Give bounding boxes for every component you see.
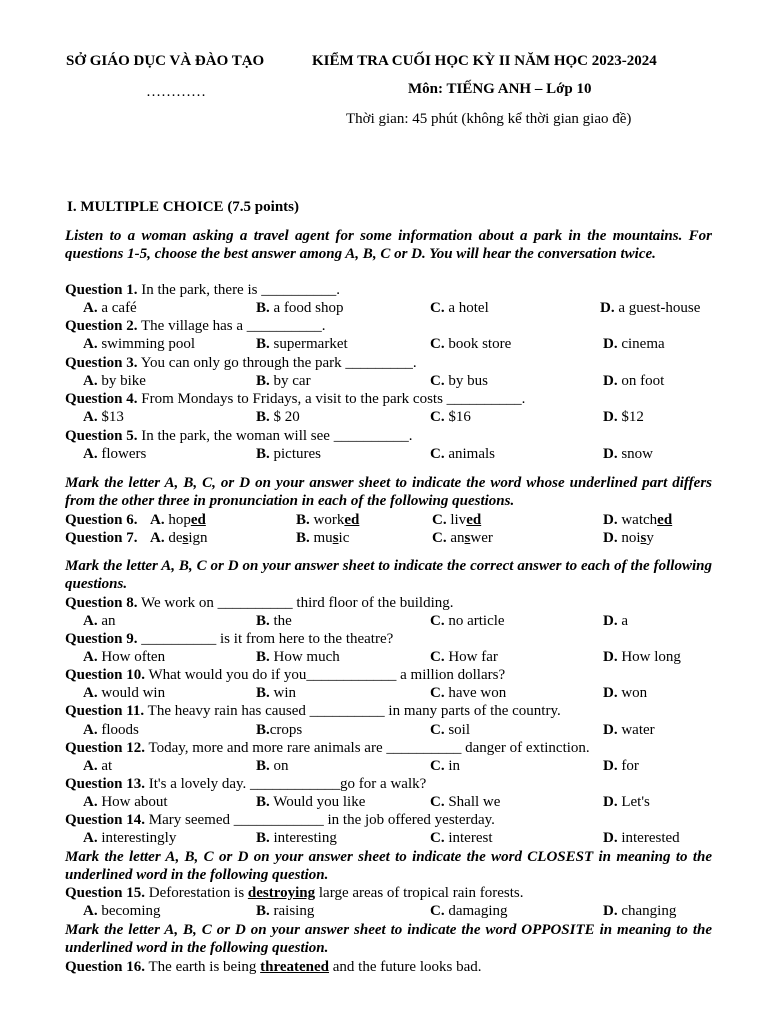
question-text: In the park, there is __________. xyxy=(137,282,340,298)
question-11 xyxy=(65,702,561,720)
option-a[interactable]: A. flowers xyxy=(83,446,147,462)
options-q15 xyxy=(0,902,768,920)
option-b[interactable]: B. worked xyxy=(296,512,360,528)
option-b[interactable]: B. a food shop xyxy=(256,300,344,316)
option-d[interactable]: D. water xyxy=(603,722,655,738)
option-d[interactable]: D. for xyxy=(603,758,639,774)
option-d[interactable]: D. a xyxy=(603,613,629,629)
option-c[interactable]: C. interest xyxy=(430,830,493,846)
opposite-instruction: Mark the letter A, B, C or D on your answer sheet to indicate the word OPPOSITE in meaning to the underlined word in the following question. xyxy=(65,922,712,956)
department-name: SỞ GIÁO DỤC VÀ ĐÀO TẠO xyxy=(66,53,265,69)
options-q4 xyxy=(0,408,768,426)
question-text: __________ is it from here to the theatre? xyxy=(137,631,394,647)
question-text: You can only go through the park _________. xyxy=(137,355,417,371)
option-a[interactable]: A. $13 xyxy=(83,409,124,425)
question-6 xyxy=(0,511,768,529)
options-q1 xyxy=(0,299,768,317)
option-d[interactable]: D. a guest-house xyxy=(600,300,701,316)
options-q11 xyxy=(0,721,768,739)
option-d[interactable]: D. won xyxy=(603,685,648,701)
option-b[interactable]: B. How much xyxy=(256,649,340,665)
question-label: Question 8. xyxy=(65,595,138,611)
closest-instruction: Mark the letter A, B, C or D on your answer sheet to indicate the word CLOSEST in meaning to the underlined word in the following question. xyxy=(65,849,712,883)
option-c[interactable]: C. by bus xyxy=(430,373,488,389)
question-text: Mary seemed ____________ in the job offered yesterday. xyxy=(145,812,495,828)
question-text: From Mondays to Fridays, a visit to the park costs __________. xyxy=(137,391,526,407)
option-a[interactable]: A. floods xyxy=(83,722,139,738)
underlined-word: destroying xyxy=(247,885,316,901)
question-13 xyxy=(65,775,426,793)
option-d[interactable]: D. interested xyxy=(603,830,680,846)
option-b[interactable]: B. $ 20 xyxy=(256,409,300,425)
option-d[interactable]: D. cinema xyxy=(603,336,665,352)
option-a[interactable]: A. hoped xyxy=(150,512,206,528)
question-label: Question 14. xyxy=(65,812,146,828)
option-c[interactable]: C. have won xyxy=(430,685,507,701)
option-d[interactable]: D. noisy xyxy=(603,530,654,546)
options-q9 xyxy=(0,648,768,666)
option-a[interactable]: A. design xyxy=(150,530,208,546)
question-1 xyxy=(65,281,340,299)
option-b[interactable]: B. win xyxy=(256,685,297,701)
option-a[interactable]: A. How often xyxy=(83,649,166,665)
question-14 xyxy=(65,811,495,829)
question-label: Question 1. xyxy=(65,282,138,298)
option-b[interactable]: B.crops xyxy=(256,722,303,738)
question-text: It's a lovely day. ____________go for a walk? xyxy=(145,776,427,792)
option-b[interactable]: B. music xyxy=(296,530,350,546)
question-text: In the park, the woman will see __________. xyxy=(137,428,413,444)
option-b[interactable]: B. raising xyxy=(256,903,315,919)
option-c[interactable]: C. Shall we xyxy=(430,794,501,810)
question-label: Question 5. xyxy=(65,428,138,444)
option-c[interactable]: C. book store xyxy=(430,336,512,352)
question-label: Question 16. xyxy=(65,959,146,975)
question-label: Question 6. xyxy=(65,512,138,528)
option-d[interactable]: D. watched xyxy=(603,512,673,528)
option-b[interactable]: B. the xyxy=(256,613,292,629)
section-title: I. MULTIPLE CHOICE (7.5 points) xyxy=(67,199,299,215)
question-label: Question 4. xyxy=(65,391,138,407)
option-c[interactable]: C. animals xyxy=(430,446,495,462)
question-12 xyxy=(65,739,590,757)
option-d[interactable]: D. snow xyxy=(603,446,654,462)
option-a[interactable]: A. would win xyxy=(83,685,166,701)
pronunciation-instruction: Mark the letter A, B, C, or D on your answer sheet to indicate the word whose underlined part differs from the other three in pronunciation in each of the following questions. xyxy=(65,475,712,509)
question-text: The village has a __________. xyxy=(137,318,326,334)
question-3 xyxy=(65,354,417,372)
question-label: Question 7. xyxy=(65,530,138,546)
option-a[interactable]: A. interestingly xyxy=(83,830,177,846)
options-q10 xyxy=(0,684,768,702)
options-q12 xyxy=(0,757,768,775)
option-c[interactable]: C. no article xyxy=(430,613,505,629)
question-label: Question 9. xyxy=(65,631,138,647)
option-c[interactable]: C. answer xyxy=(432,530,493,546)
question-9 xyxy=(65,630,393,648)
options-q13 xyxy=(0,793,768,811)
option-c[interactable]: C. $16 xyxy=(430,409,471,425)
option-c[interactable]: C. How far xyxy=(430,649,498,665)
option-a[interactable]: A. a café xyxy=(83,300,137,316)
option-c[interactable]: C. lived xyxy=(432,512,482,528)
question-7 xyxy=(0,529,768,547)
question-8 xyxy=(65,594,454,612)
question-16: Question 16. The earth is being threatened and the future looks bad. xyxy=(65,959,482,975)
question-label: Question 13. xyxy=(65,776,146,792)
option-d[interactable]: D. How long xyxy=(603,649,681,665)
option-d[interactable]: D. changing xyxy=(603,903,677,919)
option-d[interactable]: D. $12 xyxy=(603,409,644,425)
options-q8 xyxy=(0,612,768,630)
header-dots: ………… xyxy=(146,84,206,100)
question-10 xyxy=(65,666,505,684)
question-label: Question 10. xyxy=(65,667,146,683)
question-text: Today, more and more rare animals are __________ danger of extinction. xyxy=(145,740,590,756)
option-b[interactable]: B. pictures xyxy=(256,446,321,462)
option-d[interactable]: D. on foot xyxy=(603,373,665,389)
options-q14 xyxy=(0,829,768,847)
question-4 xyxy=(65,390,525,408)
option-a[interactable]: A. How about xyxy=(83,794,168,810)
option-c[interactable]: C. in xyxy=(430,758,461,774)
question-5 xyxy=(65,427,412,445)
underlined-word: threatened xyxy=(260,959,330,975)
question-label: Question 3. xyxy=(65,355,138,371)
option-d[interactable]: D. Let's xyxy=(603,794,650,810)
option-c[interactable]: C. damaging xyxy=(430,903,508,919)
question-text: The heavy rain has caused __________ in many parts of the country. xyxy=(144,703,561,719)
option-a[interactable]: A. by bike xyxy=(83,373,146,389)
question-label: Question 15. xyxy=(65,885,146,901)
option-b[interactable]: B. supermarket xyxy=(256,336,348,352)
option-a[interactable]: A. at xyxy=(83,758,113,774)
time-line: Thời gian: 45 phút (không kể thời gian giao đề) xyxy=(346,111,632,127)
subject-line: Môn: TIẾNG ANH – Lớp 10 xyxy=(408,81,592,97)
option-c[interactable]: C. soil xyxy=(430,722,471,738)
exam-title: KIỂM TRA CUỐI HỌC KỲ II NĂM HỌC 2023-2024 xyxy=(312,53,657,69)
listening-instruction: Listen to a woman asking a travel agent for some information about a park in the mountains. For questions 1-5, choose the best answer among A, B, C or D. You will hear the conversation twice. xyxy=(65,228,712,262)
question-text: What would you do if you____________ a million dollars? xyxy=(145,667,506,683)
options-q3 xyxy=(0,372,768,390)
question-text: We work on __________ third floor of the building. xyxy=(137,595,454,611)
question-label: Question 11. xyxy=(65,703,145,719)
option-b[interactable]: B. interesting xyxy=(256,830,337,846)
question-15: Question 15. Deforestation is destroying large areas of tropical rain forests. xyxy=(65,885,524,901)
option-b[interactable]: B. Would you like xyxy=(256,794,366,810)
option-b[interactable]: B. on xyxy=(256,758,289,774)
option-a[interactable]: A. swimming pool xyxy=(83,336,196,352)
question-label: Question 12. xyxy=(65,740,146,756)
correct-answer-instruction: Mark the letter A, B, C or D on your answer sheet to indicate the correct answer to each of the following questions. xyxy=(65,558,712,592)
option-a[interactable]: A. becoming xyxy=(83,903,161,919)
options-q5 xyxy=(0,445,768,463)
option-b[interactable]: B. by car xyxy=(256,373,311,389)
question-label: Question 2. xyxy=(65,318,138,334)
option-c[interactable]: C. a hotel xyxy=(430,300,489,316)
question-2 xyxy=(65,317,326,335)
options-q2 xyxy=(0,335,768,353)
option-a[interactable]: A. an xyxy=(83,613,116,629)
